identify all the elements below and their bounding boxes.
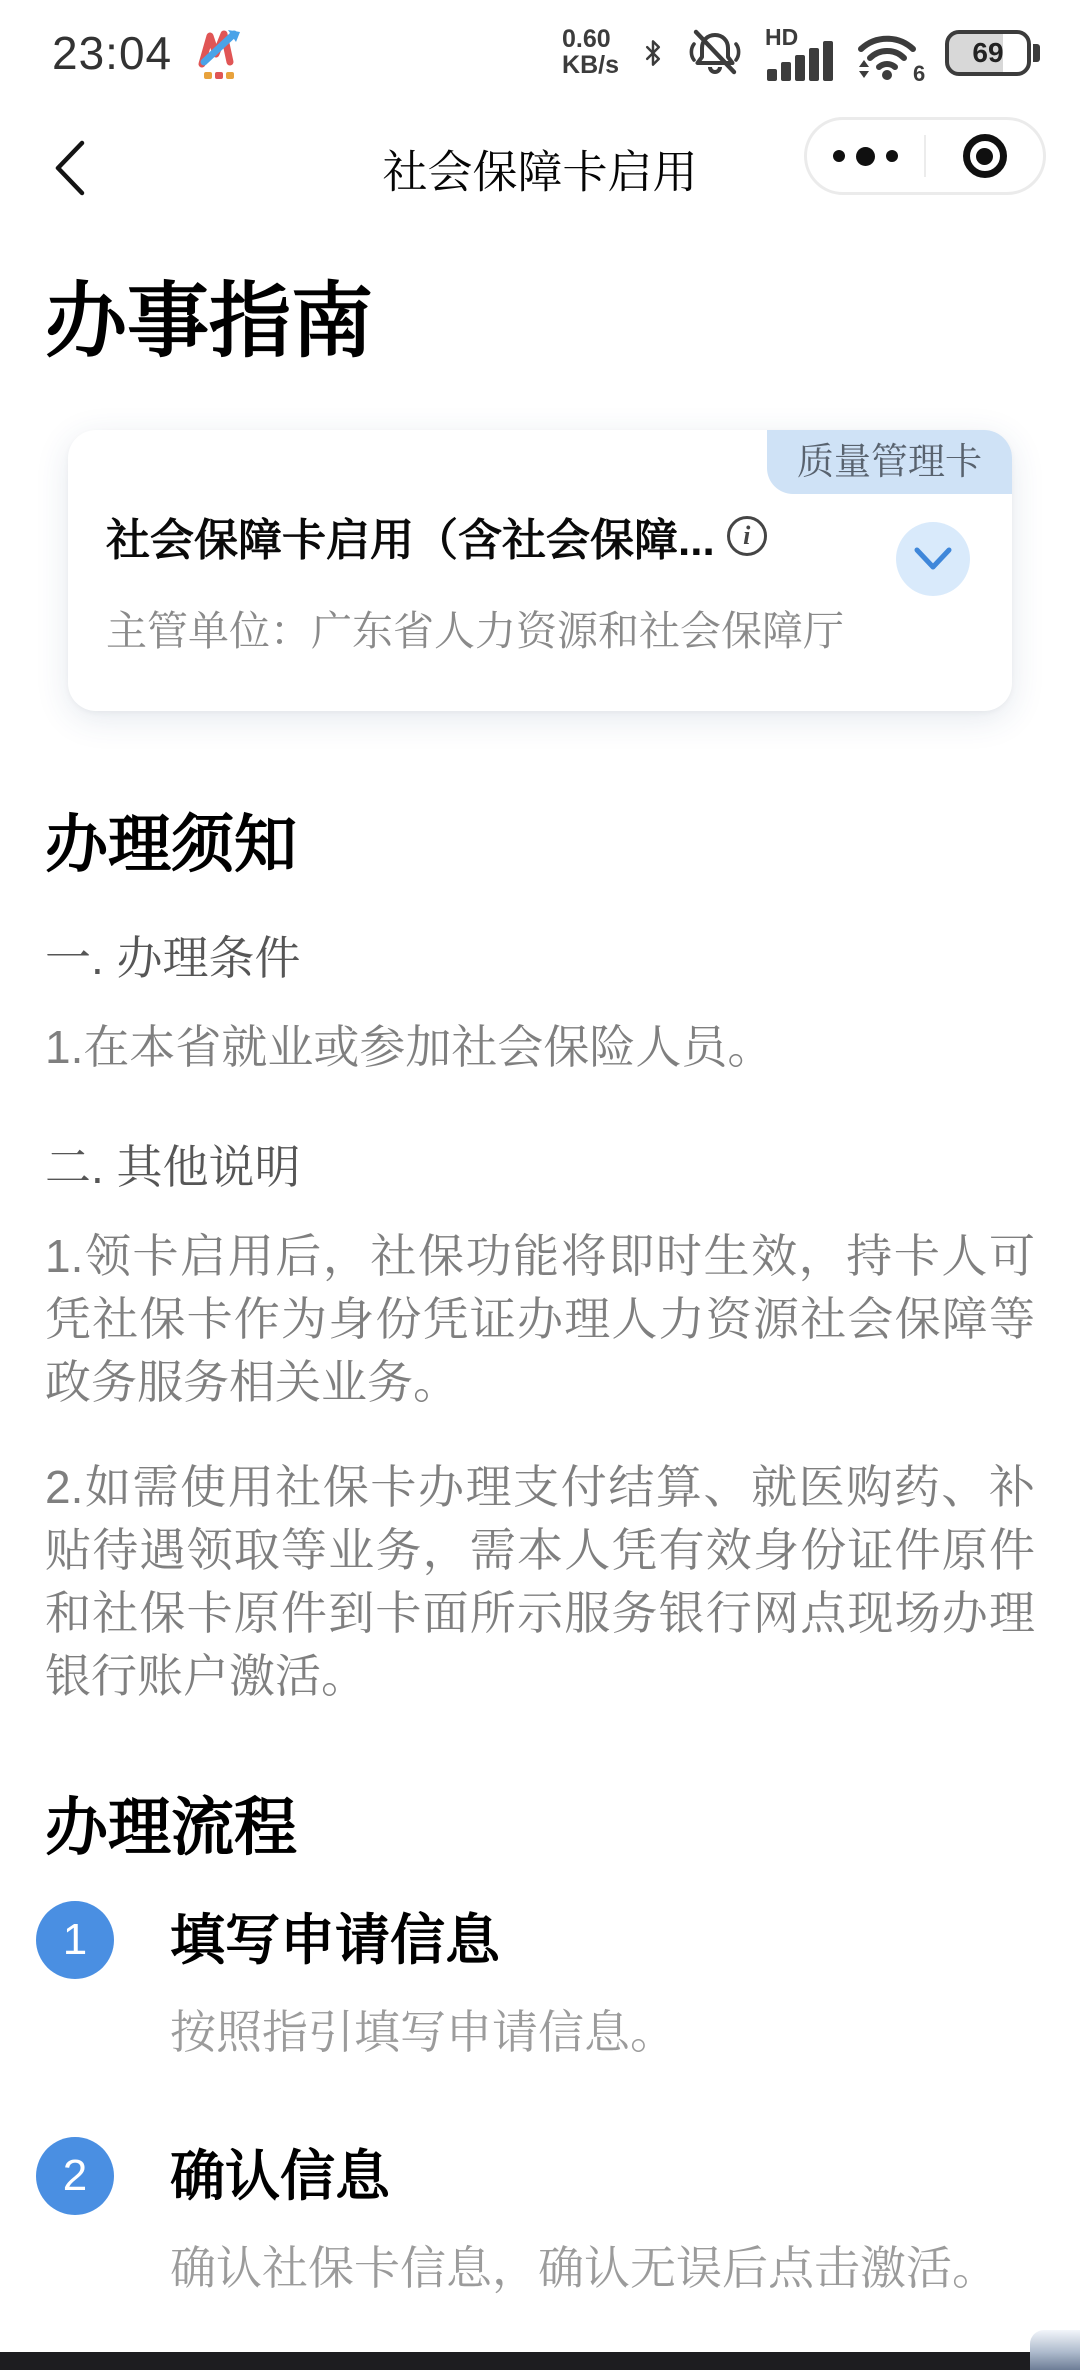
corner-chip xyxy=(1030,2330,1080,2370)
info-icon[interactable]: i xyxy=(727,516,767,556)
service-card[interactable] xyxy=(68,430,1012,711)
battery-nub xyxy=(1033,44,1040,62)
clock: 23:04 xyxy=(52,26,173,79)
notice-subheading-1: 一. 办理条件 xyxy=(45,932,301,985)
wifi-standard-label: 6 xyxy=(913,60,925,81)
chevron-down-icon xyxy=(913,546,953,572)
back-button[interactable] xyxy=(34,128,104,208)
network-speed xyxy=(562,27,619,78)
step-number-badge-1: 1 xyxy=(36,1901,114,1979)
minimize-button[interactable] xyxy=(926,120,1043,192)
status-bar-right xyxy=(562,25,1040,81)
wifi-icon xyxy=(855,25,925,81)
navbar-title: 社会保障卡启用 xyxy=(382,146,698,197)
step-title-1: 填写申请信息 xyxy=(170,1909,501,1972)
step-text-1 xyxy=(170,1901,676,2063)
step-title-2: 确认信息 xyxy=(170,2145,391,2208)
app-notification-icon xyxy=(194,24,246,82)
gesture-home-bar[interactable] xyxy=(0,2352,1080,2370)
miniprogram-capsule xyxy=(804,117,1046,195)
navbar xyxy=(0,95,1080,240)
notice-paragraph-1-1: 1.在本省就业或参加社会保险人员。 xyxy=(45,1021,774,1074)
step-desc-2: 确认社保卡信息，确认无误后点击激活。 xyxy=(170,2242,998,2295)
notice-heading: 办理须知 xyxy=(45,809,297,880)
expand-button[interactable] xyxy=(896,522,970,596)
battery-icon xyxy=(945,30,1040,76)
card-title-row xyxy=(106,504,862,568)
ellipsis-icon xyxy=(833,147,898,166)
mute-vibrate-icon xyxy=(687,27,743,79)
card-subtitle: 主管单位：广东省人力资源和社会保障厅 xyxy=(106,607,844,654)
status-bar xyxy=(0,0,1080,95)
chevron-left-icon xyxy=(50,138,88,198)
process-heading: 办理流程 xyxy=(45,1793,297,1864)
hd-label: HD xyxy=(765,24,799,50)
signal-bars-icon xyxy=(763,25,835,81)
page-title: 办事指南 xyxy=(45,276,374,367)
step-number-badge-2: 2 xyxy=(36,2137,114,2215)
notice-subheading-2: 二. 其他说明 xyxy=(45,1141,301,1194)
step-text-2 xyxy=(170,2137,998,2299)
notice-paragraph-2-2: 2.如需使用社保卡办理支付结算、就医购药、补贴待遇领取等业务，需本人凭有效身份证件原件和社保卡原件到卡面所示服务银行网点现场办理银行账户激活。 xyxy=(45,1461,1035,1703)
process-step-2 xyxy=(36,2137,1035,2299)
battery-percent: 69 xyxy=(945,30,1031,76)
status-bar-left xyxy=(52,24,246,82)
notice-paragraph-2-1: 1.领卡启用后，社保功能将即时生效，持卡人可凭社保卡作为身份凭证办理人力资源社会保障等政务服务相关业务。 xyxy=(45,1230,1035,1409)
target-circle-icon xyxy=(963,134,1007,178)
network-speed-value: 0.60 xyxy=(562,25,611,53)
process-step-1 xyxy=(36,1901,1035,2063)
network-speed-unit: KB/s xyxy=(562,50,619,79)
more-button[interactable] xyxy=(807,120,924,192)
card-title: 社会保障卡启用（含社会保障... xyxy=(106,515,715,565)
step-desc-1: 按照指引填写申请信息。 xyxy=(170,2006,676,2059)
bluetooth-icon xyxy=(639,31,667,75)
card-badge: 质量管理卡 xyxy=(767,430,1012,494)
